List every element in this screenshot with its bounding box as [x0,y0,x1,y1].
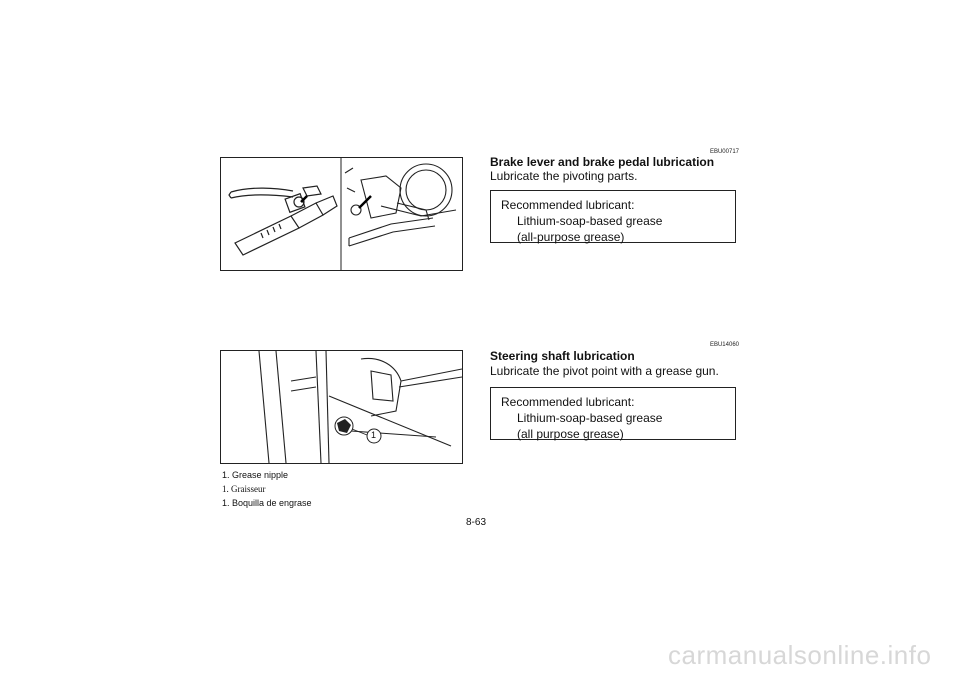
watermark-text: carmanualsonline.info [668,640,932,670]
figure-callout-number: 1 [371,430,377,440]
lubricant-note: (all-purpose grease) [517,230,625,244]
brake-lever-pedal-illustration [221,158,462,270]
lubricant-type: Lithium-soap-based grease [517,214,663,228]
section-instruction-brake: Lubricate the pivoting parts. [490,169,638,183]
caption-spanish: 1. Boquilla de engrase [222,498,312,508]
lubricant-type: Lithium-soap-based grease [517,411,663,425]
lubricant-label: Recommended lubricant: [501,198,635,212]
figure-steering-shaft [220,350,463,464]
figure-brake-lubrication [220,157,463,271]
section-code: EBU00717 [709,149,739,155]
lubricant-note: (all purpose grease) [517,427,624,441]
section-title-brake: Brake lever and brake pedal lubrication [490,155,715,169]
recommended-lubricant-box-steering [490,387,736,440]
steering-shaft-illustration [221,351,462,463]
section-code: EBU14060 [709,342,739,348]
caption-french: 1. Graisseur [222,484,266,494]
section-instruction-steering: Lubricate the pivot point with a grease gun. [490,364,719,378]
section-title-steering: Steering shaft lubrication [490,349,635,363]
page-number: 8-63 [466,517,487,528]
recommended-lubricant-box-brake [490,190,736,243]
caption-english: 1. Grease nipple [222,470,289,480]
lubricant-label: Recommended lubricant: [501,395,635,409]
